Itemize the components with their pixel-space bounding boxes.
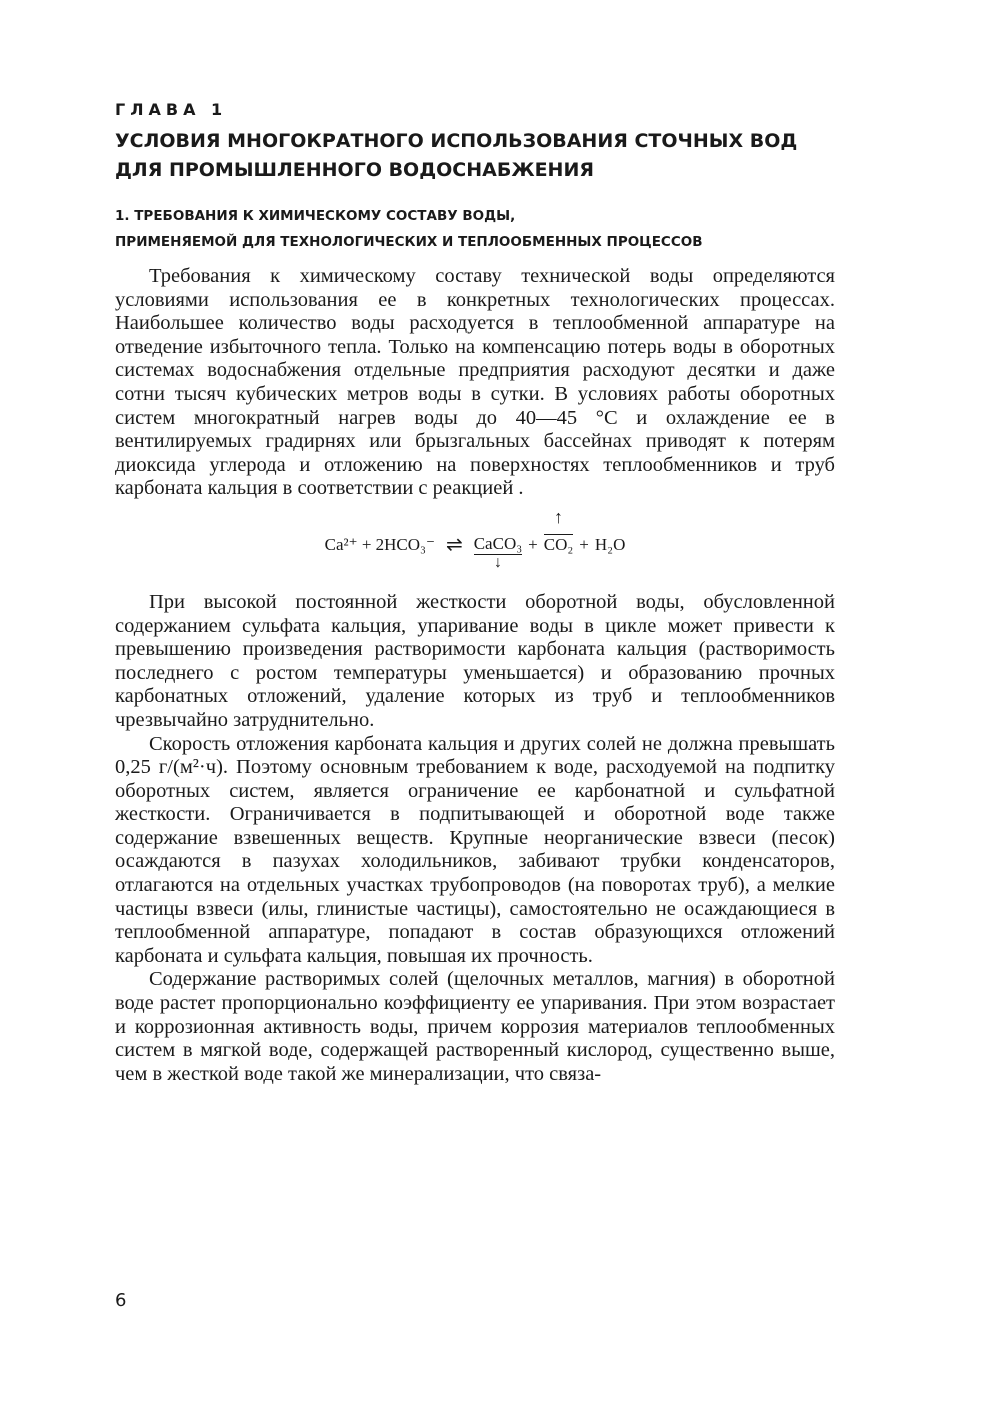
equation-reactants: Ca²⁺ + 2HCO₃⁻: [324, 534, 435, 554]
gas-arrow-icon: ↑: [554, 507, 564, 528]
paragraph-1: Требования к химическому составу технической воды определяются условиями использования ее в конкретных технологических процессах. Наибольшее количество воды расходуется в теплообменной аппаратуре на отведение избыточного тепла. Только на компенсацию потерь воды в оборотных системах водоснабжения отдельные предприятия расходуют десятки и даже сотни тысяч кубических метров воды в сутки. В условиях работы оборотных систем многократный нагрев воды до 40—45 °С и охлаждение ее в вентилируемых градирнях или брызгальных бассейнах приводят к потерям диоксида углерода и отложению на поверхностях теплообменников и труб карбоната кальция в соответствии с реакцией .: [115, 265, 835, 500]
equation-plus-2: +: [579, 534, 589, 554]
equation-product-co2: [543, 507, 574, 555]
body-text: [115, 265, 835, 1086]
chapter-title-line1: УСЛОВИЯ МНОГОКРАТНОГО ИСПОЛЬЗОВАНИЯ СТОЧНЫХ ВОД: [115, 130, 798, 152]
chapter-title-line2: ДЛЯ ПРОМЫШЛЕННОГО ВОДОСНАБЖЕНИЯ: [115, 159, 594, 181]
equation-product-caco3-label: CaCO₃: [473, 534, 523, 554]
paragraph-3: Скорость отложения карбоната кальция и других солей не должна превышать 0,25 г/(м²·ч). Поэтому основным требованием к воде, расходуемой на подпитку оборотных систем, является ограничение ее карбонатной и сульфатной жесткости. Ограничивается в подпитывающей и оборотной воде также содержание взвешенных веществ. Крупные неорганические взвеси (песок) осаждаются в пазухах холодильников, забивают трубки конденсаторов, отлагаются на отдельных участках трубопроводов (на поворотах труб), а мелкие частицы взвеси (илы, глинистые частицы), самостоятельно не осаждающиеся в теплообменной аппаратуре, попадают в состав образующихся отложений карбоната и сульфата кальция, повышая их прочность.: [115, 732, 835, 967]
page: [115, 100, 835, 1086]
equation-product-co2-label: CO₂: [543, 535, 574, 555]
section-title-line1: 1. ТРЕБОВАНИЯ К ХИМИЧЕСКОМУ СОСТАВУ ВОДЫ,: [115, 208, 516, 224]
paragraph-4: Содержание растворимых солей (щелочных металлов, магния) в оборотной воде растет пропорционально коэффициенту ее упаривания. При этом возрастает и коррозионная активность воды, причем коррозия материалов теплообменных систем в мягкой воде, содержащей растворенный кислород, существенно выше, чем в жесткой воде такой же минерализации, что связа-: [115, 968, 835, 1085]
chemical-equation: [115, 509, 835, 581]
chapter-title: [115, 127, 835, 185]
precipitate-arrow-icon: ↓: [493, 554, 502, 572]
equation-reversible-arrow: ⇌: [445, 534, 463, 557]
section-title: [115, 203, 835, 255]
equation-plus-1: +: [528, 534, 538, 554]
chapter-label: ГЛАВА 1: [115, 100, 228, 119]
page-number: 6: [115, 1290, 127, 1311]
equation-product-caco3: [473, 534, 523, 572]
section-title-line2: ПРИМЕНЯЕМОЙ ДЛЯ ТЕХНОЛОГИЧЕСКИХ И ТЕПЛООБМЕННЫХ ПРОЦЕССОВ: [115, 234, 703, 250]
equation-product-h2o: H₂O: [594, 534, 626, 554]
paragraph-2: При высокой постоянной жесткости оборотной воды, обусловленной содержанием сульфата кальция, упаривание воды в цикле может привести к превышению произведения растворимости карбоната кальция (растворимость последнего с ростом температуры уменьшается) и образованию прочных карбонатных отложений, удаление которых из труб и теплообменников чрезвычайно затруднительно.: [115, 590, 835, 731]
